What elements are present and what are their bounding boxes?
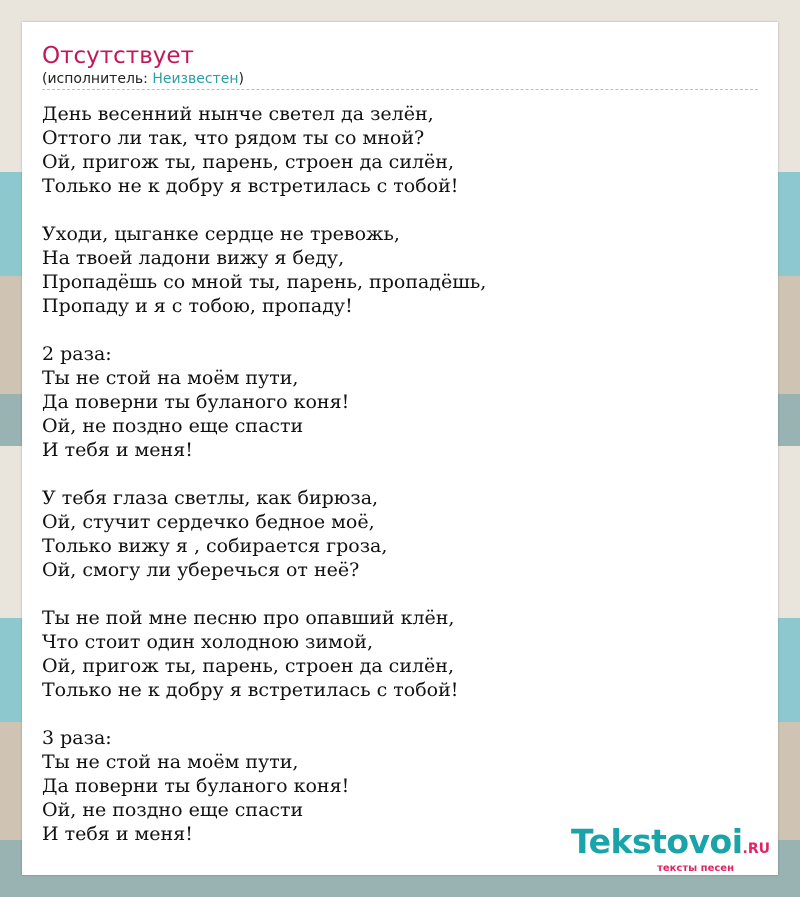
lyrics-stanza xyxy=(42,222,758,318)
lyrics-stanza xyxy=(42,342,758,462)
song-title: Отсутствует xyxy=(42,43,194,69)
lyrics-line: Да поверни ты буланого коня! xyxy=(42,391,350,413)
site-logo[interactable] xyxy=(550,822,770,875)
lyrics-line: Только не к добру я встретилась с тобой! xyxy=(42,679,459,701)
lyrics-line: И тебя и меня! xyxy=(42,439,193,461)
logo-tagline: тексты песен xyxy=(657,863,734,874)
lyrics-stanza xyxy=(42,606,758,702)
lyrics-line: Что стоит один холодною зимой, xyxy=(42,631,373,653)
artist-prefix: (исполнитель: xyxy=(42,71,153,87)
lyrics-line: Ой, смогу ли уберечься от неё? xyxy=(42,559,360,581)
lyrics-line: Оттого ли так, что рядом ты со мной? xyxy=(42,127,425,149)
lyrics-line: Ой, пригож ты, парень, строен да силён, xyxy=(42,151,455,173)
logo-wordmark xyxy=(550,822,770,866)
lyrics-line: Ты не пой мне песню про опавший клён, xyxy=(42,607,455,629)
lyrics-line: Ты не стой на моём пути, xyxy=(42,751,299,773)
lyrics-line: Пропаду и я с тобою, пропаду! xyxy=(42,295,353,317)
lyrics-line: И тебя и меня! xyxy=(42,823,193,845)
lyrics-line: Только вижу я , собирается гроза, xyxy=(42,535,388,557)
lyrics-line: Уходи, цыганке сердце не тревожь, xyxy=(42,223,400,245)
lyrics-line: У тебя глаза светлы, как бирюза, xyxy=(42,487,379,509)
lyrics-line: 2 раза: xyxy=(42,343,112,365)
lyrics-line: 3 раза: xyxy=(42,727,112,749)
lyrics-line: На твоей ладони вижу я беду, xyxy=(42,247,345,269)
lyrics-line: Только не к добру я встретилась с тобой! xyxy=(42,175,459,197)
lyrics-line: Ой, не поздно еще спасти xyxy=(42,415,304,437)
lyrics-stanza xyxy=(42,102,758,198)
lyrics-line: Пропадёшь со мной ты, парень, пропадёшь, xyxy=(42,271,487,293)
lyrics-line: Ой, пригож ты, парень, строен да силён, xyxy=(42,655,455,677)
lyrics-card xyxy=(22,22,778,875)
lyrics-line: Ой, стучит сердечко бедное моё, xyxy=(42,511,375,533)
lyrics-line: Ты не стой на моём пути, xyxy=(42,367,299,389)
lyrics-line: День весенний нынче светел да зелён, xyxy=(42,103,434,125)
lyrics-line: Да поверни ты буланого коня! xyxy=(42,775,350,797)
logo-tld: .RU xyxy=(742,841,770,857)
artist-suffix: ) xyxy=(238,71,244,87)
logo-name: Tekstovoi xyxy=(570,822,743,861)
artist-line xyxy=(42,70,758,90)
lyrics-stanza xyxy=(42,486,758,582)
lyrics-line: Ой, не поздно еще спасти xyxy=(42,799,304,821)
artist-link[interactable]: Неизвестен xyxy=(152,71,239,87)
lyrics-text xyxy=(42,102,758,846)
